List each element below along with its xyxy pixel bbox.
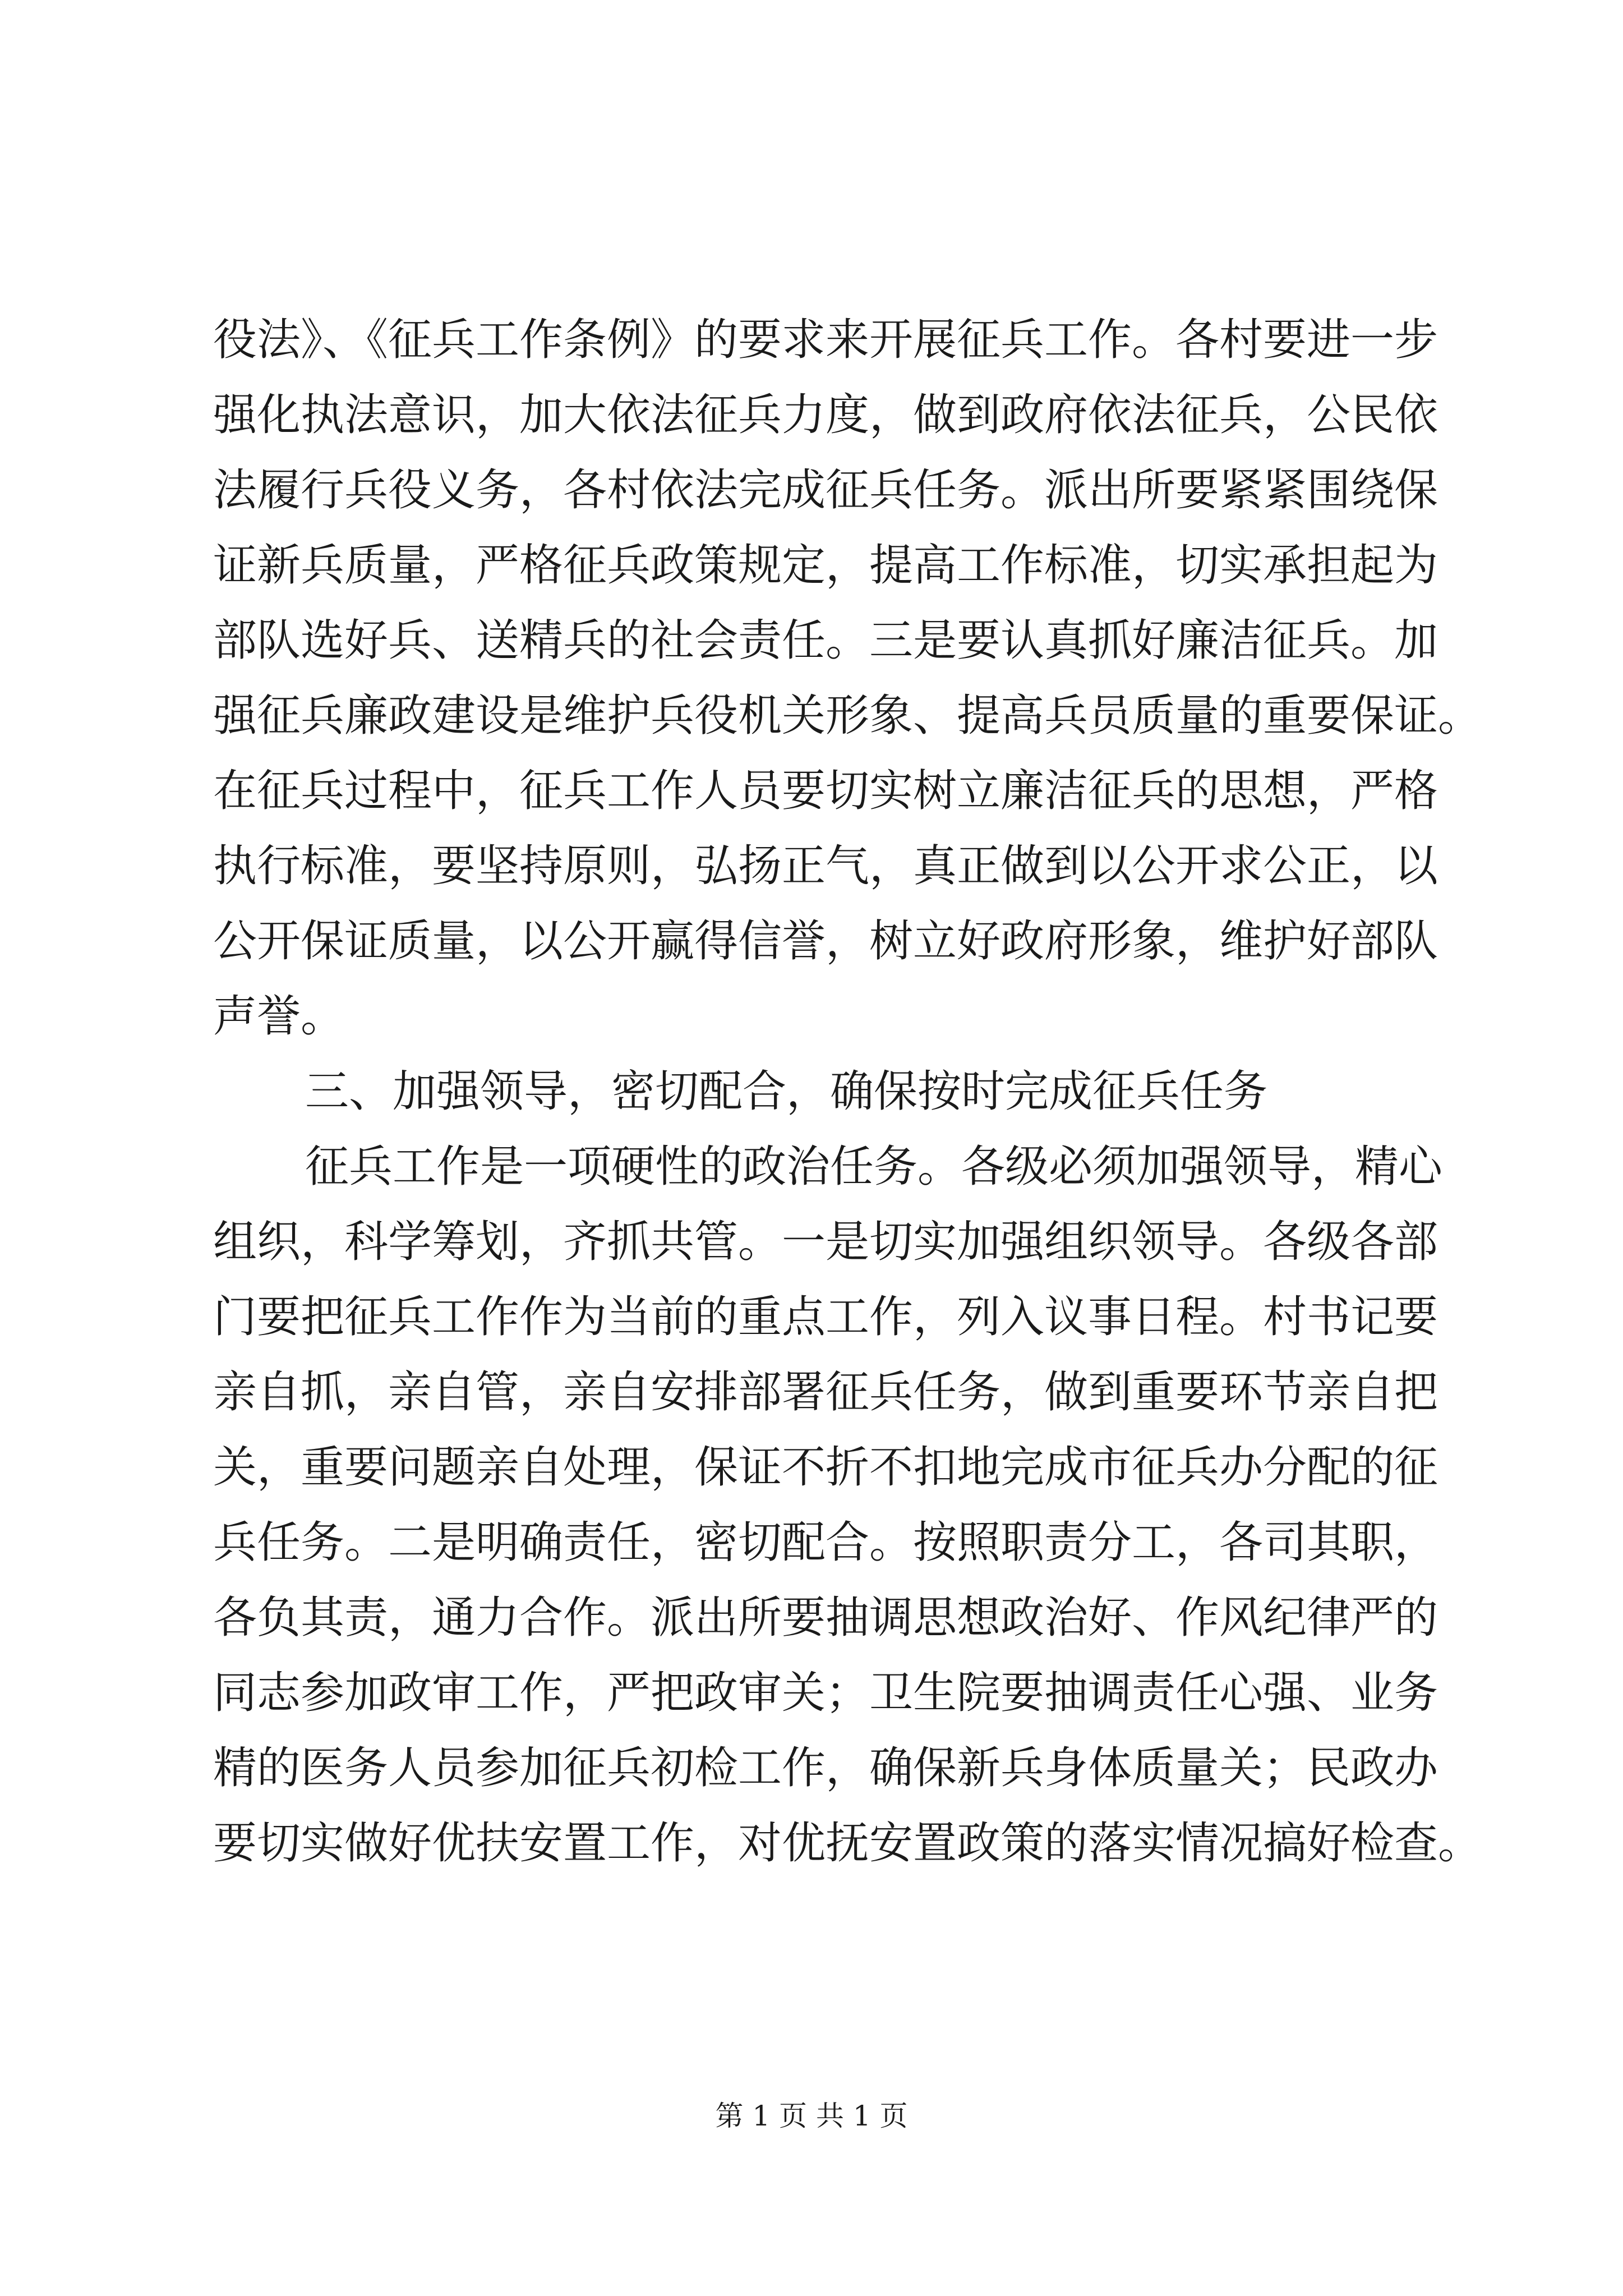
body-line: 精的医务人员参加征兵初检工作，确保新兵身体质量关；民政办 xyxy=(213,1743,1438,1793)
body-line: 关，重要问题亲自处理，保证不折不扣地完成市征兵办分配的征 xyxy=(213,1442,1438,1493)
page-number-footer: 第 1 页 共 1 页 xyxy=(715,2100,908,2132)
body-line: 各负其责，通力合作。派出所要抽调思想政治好、作风纪律严的 xyxy=(213,1593,1438,1643)
body-line: 役法》、《征兵工作条例》的要求来开展征兵工作。各村要进一步 xyxy=(213,315,1438,365)
body-line: 征兵工作是一项硬性的政治任务。各级必须加强领导，精心 xyxy=(305,1142,1443,1192)
body-line: 要切实做好优扶安置工作，对优抚安置政策的落实情况搞好检查。 xyxy=(213,1818,1482,1869)
body-line: 强化执法意识，加大依法征兵力度，做到政府依法征兵，公民依 xyxy=(213,390,1438,440)
body-line: 在征兵过程中，征兵工作人员要切实树立廉洁征兵的思想，严格 xyxy=(213,766,1438,816)
body-line: 证新兵质量，严格征兵政策规定，提高工作标准，切实承担起为 xyxy=(213,540,1438,591)
body-line: 声誉。 xyxy=(213,991,345,1042)
section-heading: 三、加强领导，密切配合，确保按时完成征兵任务 xyxy=(305,1066,1268,1117)
body-line: 强征兵廉政建设是维护兵役机关形象、提高兵员质量的重要保证。 xyxy=(213,691,1482,741)
body-line: 组织，科学筹划，齐抓共管。一是切实加强组织领导。各级各部 xyxy=(213,1217,1438,1267)
body-line: 部队选好兵、送精兵的社会责任。三是要认真抓好廉洁征兵。加 xyxy=(213,615,1438,666)
body-line: 公开保证质量，以公开赢得信誉，树立好政府形象，维护好部队 xyxy=(213,916,1438,967)
body-line: 同志参加政审工作，严把政审关；卫生院要抽调责任心强、业务 xyxy=(213,1668,1438,1718)
body-line: 法履行兵役义务，各村依法完成征兵任务。派出所要紧紧围绕保 xyxy=(213,465,1438,516)
body-line: 兵任务。二是明确责任，密切配合。按照职责分工，各司其职， xyxy=(213,1517,1438,1568)
body-line: 门要把征兵工作作为当前的重点工作，列入议事日程。村书记要 xyxy=(213,1292,1438,1342)
body-line: 执行标准，要坚持原则，弘扬正气，真正做到以公开求公正，以 xyxy=(213,841,1438,891)
body-line: 亲自抓，亲自管，亲自安排部署征兵任务，做到重要环节亲自把 xyxy=(213,1367,1438,1418)
